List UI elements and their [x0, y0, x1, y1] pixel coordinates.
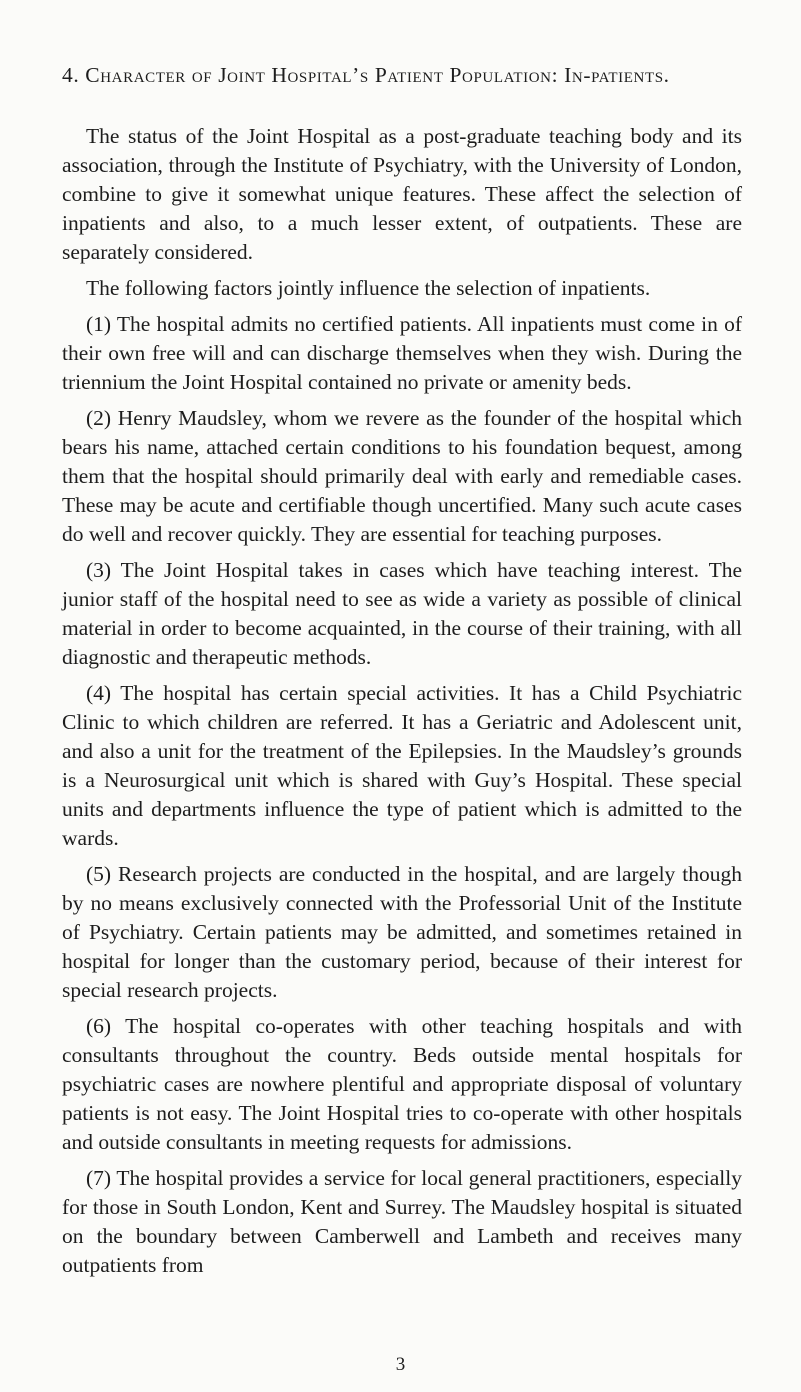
paragraph-factor-5: (5) Research projects are conducted in the hospital, and are largely though by no means exclusively connected with the Professorial Unit of the Institute of Psychiatry. Certain patients may be admitted, and sometimes retained in hospital for longer than the customary period, because of their interest for special research projects.	[62, 862, 742, 1002]
paragraph-factor-6: (6) The hospital co-operates with other teaching hospitals and with consultants throughout the country. Beds outside mental hospitals for psychiatric cases are nowhere plentiful and appropriate disposal of voluntary patients is not easy. The Joint Hospital tries to co-operate with other hospitals and outside consultants in meeting requests for admissions.	[62, 1014, 742, 1154]
paragraph-factors: The following factors jointly influence the selection of inpatients.	[86, 276, 651, 300]
paragraph-factor-4: (4) The hospital has certain special activities. It has a Child Psychiatric Clinic to which children are referred. It has a Geriatric and Adolescent unit, and also a unit for the treatment of the Epilepsies. In the Maudsley’s grounds is a Neurosurgical unit which is shared with Guy’s Hospital. These special units and departments influence the type of patient which is admitted to the wards.	[62, 681, 742, 850]
paragraph-intro: The status of the Joint Hospital as a post-graduate teaching body and its association, through the Institute of Psychiatry, with the University of London, combine to give it somewhat unique features. These affect the selection of inpatients and also, to a much lesser extent, of outpatients. These are separately considered.	[62, 124, 742, 264]
paragraph-factor-7: (7) The hospital provides a service for local general practitioners, especially for those in South London, Kent and Surrey. The Maudsley hospital is situated on the boundary between Camberwell and Lambeth and receives many outpatients from	[62, 1166, 742, 1277]
paragraph-factor-1: (1) The hospital admits no certified patients. All inpatients must come in of their own free will and can discharge themselves when they wish. During the triennium the Joint Hospital contained no private or amenity beds.	[62, 312, 742, 394]
paragraph-factor-3: (3) The Joint Hospital takes in cases which have teaching interest. The junior staff of the hospital need to see as wide a variety as possible of clinical material in order to become acquainted, in the course of their training, with all diagnostic and therapeutic methods.	[62, 558, 742, 669]
body-text	[62, 122, 742, 1287]
section-heading: 4. Character of Joint Hospital’s Patient Population: In-patients.	[62, 63, 670, 87]
paragraph-factor-2: (2) Henry Maudsley, whom we revere as the founder of the hospital which bears his name, attached certain conditions to his foundation bequest, among them that the hospital should primarily deal with early and remediable cases. These may be acute and certifiable though uncertified. Many such acute cases do well and recover quickly. They are essential for teaching purposes.	[62, 406, 742, 546]
page-number: 3	[395, 1354, 406, 1375]
